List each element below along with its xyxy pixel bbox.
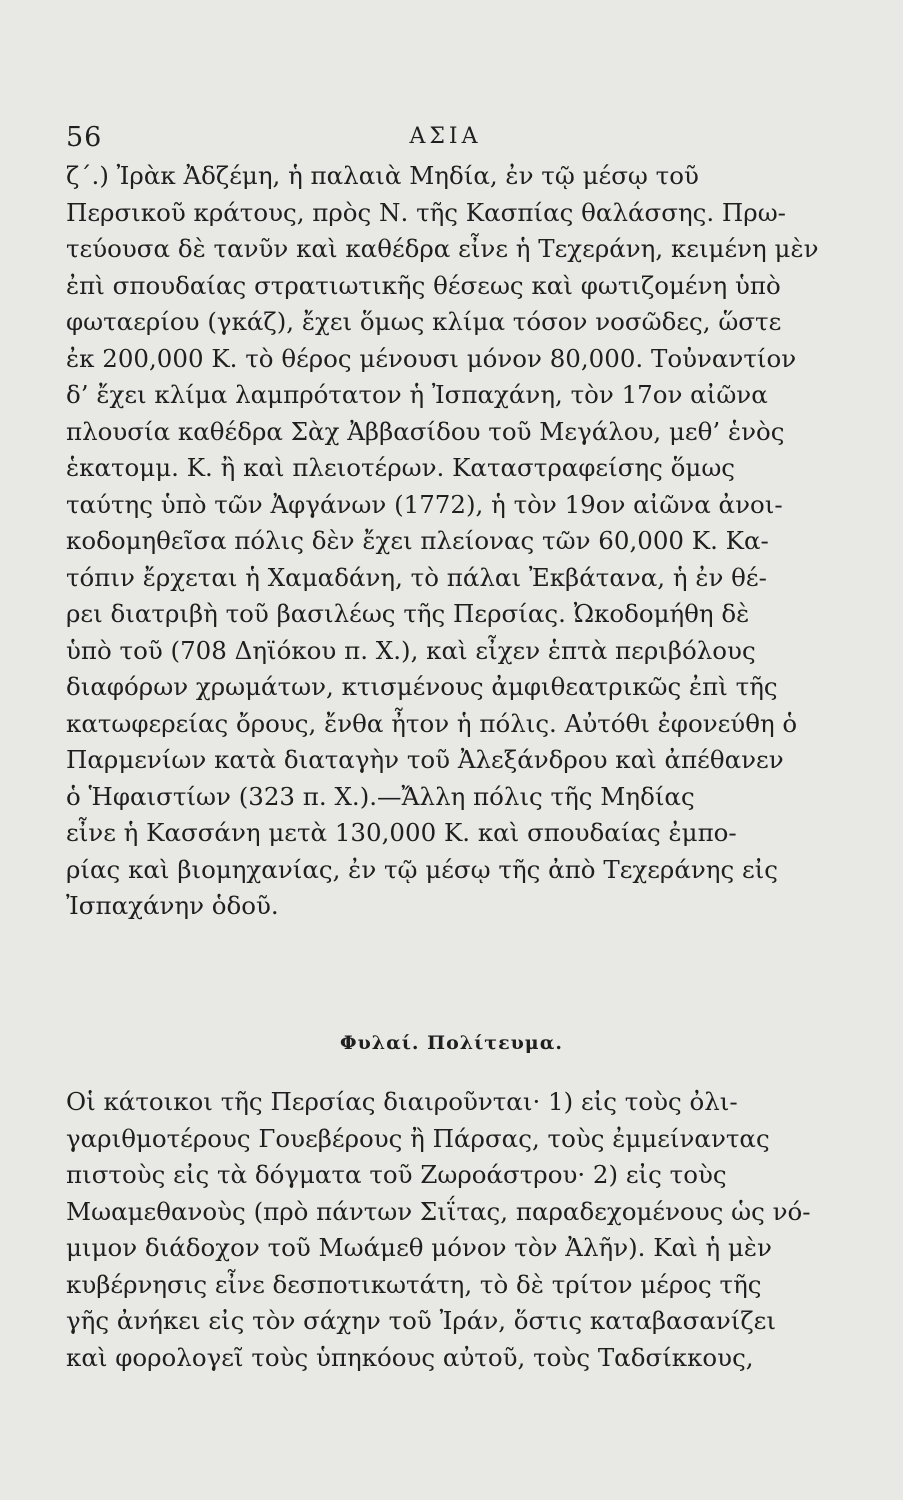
text-line: ὁ Ἡφαιστίων (323 π. Χ.).—Ἄλλη πόλις τῆς Μηδίας xyxy=(66,781,695,811)
text-line: ἐπὶ σπουδαίας στρατιωτικῆς θέσεως καὶ φωτιζομένη ὑπὸ xyxy=(66,270,781,300)
text-line: Περσικοῦ κράτους, πρὸς Ν. τῆς Κασπίας θαλάσσης. Πρω- xyxy=(66,197,786,227)
text-line: μιμον διάδοχον τοῦ Μωάμεθ μόνον τὸν Ἀλῆν). Καὶ ἡ μὲν xyxy=(66,1233,772,1262)
page-number: 56 xyxy=(66,122,103,153)
text-line: Μωαμεθανοὺς (πρὸ πάντων Σιΐτας, παραδεχομένους ὡς νό- xyxy=(66,1196,811,1226)
text-line: γαριθμοτέρους Γουεβέρους ἢ Πάρσας, τοὺς ἐμμείναντας xyxy=(66,1123,770,1153)
paragraph-media xyxy=(66,158,822,925)
running-head: ΑΣΙΑ xyxy=(409,124,482,149)
text-line: ρίας καὶ βιομηχανίας, ἐν τῷ μέσῳ τῆς ἀπὸ Τεχεράνης εἰς xyxy=(66,854,778,884)
page-header xyxy=(66,122,825,162)
text-line: φωταερίου (γκάζ), ἔχει ὅμως κλίμα τόσον νοσῶδες, ὥστε xyxy=(66,307,782,336)
text-line: εἶνε ἡ Κασσάνη μετὰ 130,000 Κ. καὶ σπουδαίας ἐμπο- xyxy=(66,818,737,847)
text-line: γῆς ἀνήκει εἰς τὸν σάχην τοῦ Ἰράν, ὅστις καταβασανίζει xyxy=(66,1306,776,1335)
text-line: διαφόρων χρωμάτων, κτισμένους ἀμφιθεατρικῶς ἐπὶ τῆς xyxy=(66,672,778,701)
text-line: καὶ φορολογεῖ τοὺς ὑπηκόους αὐτοῦ, τοὺς Ταδσίκκους, xyxy=(66,1342,754,1372)
text-line: ἑκατομμ. Κ. ἢ καὶ πλειοτέρων. Καταστραφείσης ὅμως xyxy=(66,453,736,482)
text-line: τεύουσα δὲ τανῦν καὶ καθέδρα εἶνε ἡ Τεχεράνη, κειμένη μὲν xyxy=(66,234,819,263)
text-line: τόπιν ἔρχεται ἡ Χαμαδάνη, τὸ πάλαι Ἐκβάτανα, ἡ ἐν θέ- xyxy=(66,562,767,592)
text-line: πιστοὺς εἰς τὰ δόγματα τοῦ Ζωροάστρου· 2) εἰς τοὺς xyxy=(66,1160,727,1189)
text-line: κατωφερείας ὄρους, ἔνθα ἦτον ἡ πόλις. Αὐτόθι ἐφονεύθη ὁ xyxy=(66,708,798,738)
text-line: Ἰσπαχάνην ὁδοῦ. xyxy=(66,891,279,920)
text-line: ταύτης ὑπὸ τῶν Ἀφγάνων (1772), ἡ τὸν 19ον αἰῶνα ἀνοι- xyxy=(66,489,783,519)
text-line: ὑπὸ τοῦ (708 Δηϊόκου π. Χ.), καὶ εἶχεν ἑπτὰ περιβόλους xyxy=(66,635,756,665)
text-line: δ’ ἔχει κλίμα λαμπρότατον ἡ Ἰσπαχάνη, τὸν 17ον αἰῶνα xyxy=(66,380,768,409)
section-heading: Φυλαί. Πολίτευμα. xyxy=(340,1032,563,1054)
text-line: Παρμενίων κατὰ διαταγὴν τοῦ Ἀλεξάνδρου καὶ ἀπέθανεν xyxy=(66,745,784,774)
text-line: ἐκ 200,000 Κ. τὸ θέρος μένουσι μόνον 80,000. Τοὐναντίον xyxy=(66,343,797,373)
paragraph-tribes xyxy=(66,1084,822,1376)
text-line: πλουσία καθέδρα Σὰχ Ἀββασίδου τοῦ Μεγάλου, μεθ’ ἑνὸς xyxy=(66,416,785,446)
text-line: ρει διατριβὴ τοῦ βασιλέως τῆς Περσίας. Ὠκοδομήθη δὲ xyxy=(66,599,750,628)
text-line: Οἱ κάτοικοι τῆς Περσίας διαιροῦνται· 1) εἰς τοὺς ὀλι- xyxy=(66,1087,738,1116)
text-line: κοδομηθεῖσα πόλις δὲν ἔχει πλείονας τῶν 60,000 Κ. Κα- xyxy=(66,526,769,555)
text-line: κυβέρνησις εἶνε δεσποτικωτάτη, τὸ δὲ τρίτον μέρος τῆς xyxy=(66,1269,762,1299)
text-line: ζ΄.) Ἰρὰκ Ἀδζέμη, ἡ παλαιὰ Μηδία, ἐν τῷ μέσῳ τοῦ xyxy=(66,161,699,190)
